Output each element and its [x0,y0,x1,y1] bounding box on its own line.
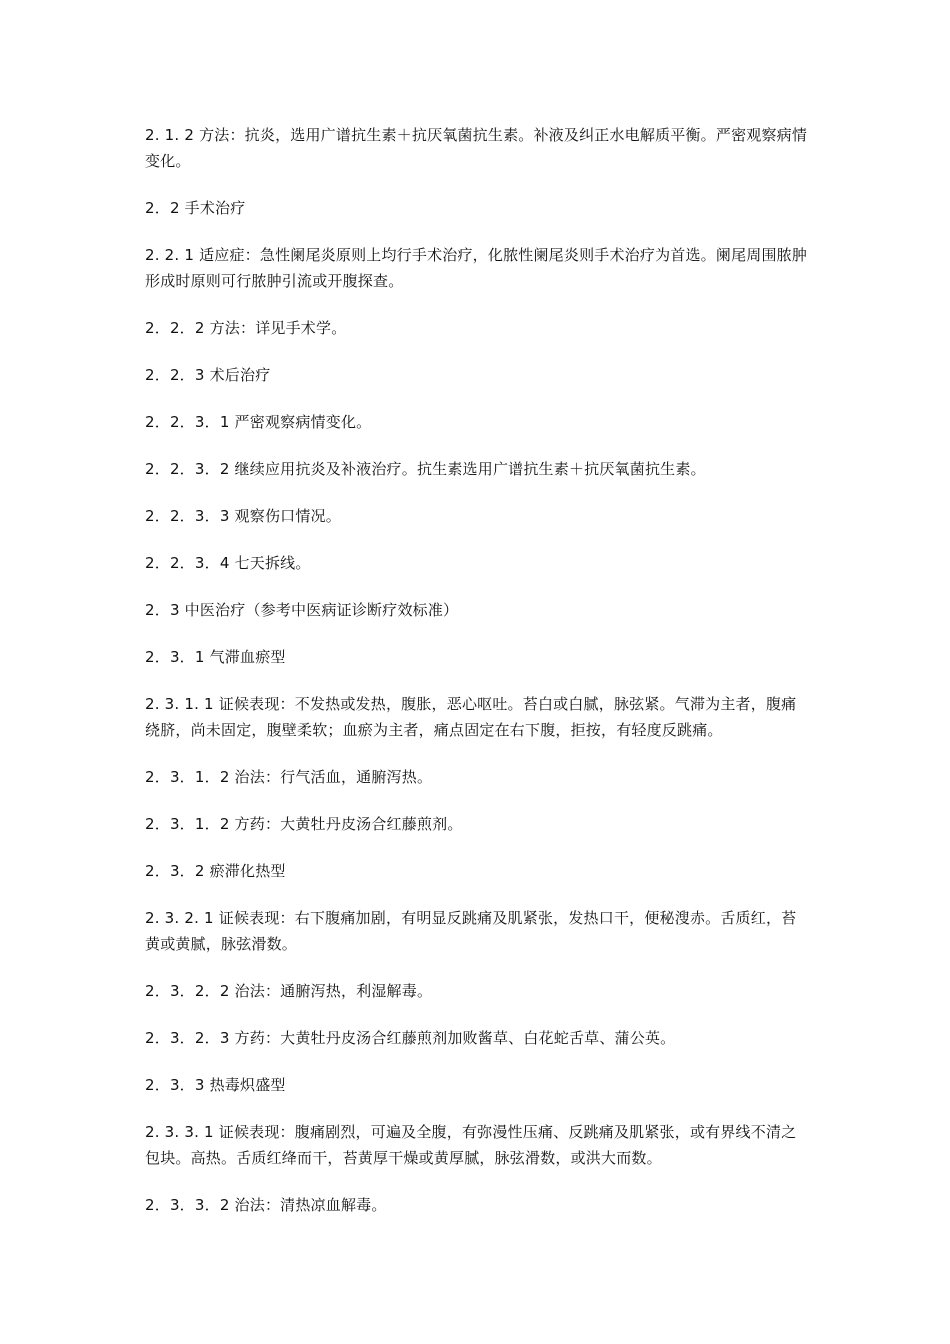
paragraph-2-2-3-3: 2．2．3．3 观察伤口情况。 [145,507,341,525]
heading-2-3-2: 2．3．2 瘀滞化热型 [145,862,286,880]
paragraph-2-3-2-3: 2．3．2．3 方药：大黄牡丹皮汤合红藤煎剂加败酱草、白花蛇舌草、蒲公英。 [145,1029,676,1047]
paragraph-2-3-2-2: 2．3．2．2 治法：通腑泻热，利湿解毒。 [145,982,433,1000]
heading-2-2-3: 2．2．3 术后治疗 [145,366,271,384]
heading-2-2: 2．2 手术治疗 [145,199,246,217]
paragraph-2-2-3-1: 2．2．3．1 严密观察病情变化。 [145,413,372,431]
paragraph-2-3-1-2-treatment: 2．3．1．2 治法：行气活血，通腑泻热。 [145,768,433,786]
paragraph-2-1-2: 2. 1. 2 方法：抗炎，选用广谱抗生素＋抗厌氧菌抗生素。补液及纠正水电解质平衡。严密观察病情变化。 [145,126,808,170]
paragraph-2-3-3-2: 2．3．3．2 治法：清热凉血解毒。 [145,1196,387,1214]
paragraph-2-3-3-1: 2. 3. 3. 1 证候表现：腹痛剧烈，可遍及全腹，有弥漫性压痛、反跳痛及肌紧张，或有界线不清之包块。高热。舌质红绛而干，苔黄厚干燥或黄厚腻，脉弦滑数，或洪大而数。 [145,1123,797,1167]
paragraph-2-3-2-1: 2. 3. 2. 1 证候表现：右下腹痛加剧，有明显反跳痛及肌紧张，发热口干，便秘溲赤。舌质红，苔黄或黄腻，脉弦滑数。 [145,909,797,953]
document-body [145,122,810,1239]
paragraph-2-2-1: 2. 2. 1 适应症：急性阑尾炎原则上均行手术治疗，化脓性阑尾炎则手术治疗为首选。阑尾周围脓肿形成时原则可行脓肿引流或开腹探查。 [145,246,808,290]
heading-2-3-3: 2．3．3 热毒炽盛型 [145,1076,286,1094]
paragraph-2-2-3-2: 2．2．3．2 继续应用抗炎及补液治疗。抗生素选用广谱抗生素＋抗厌氧菌抗生素。 [145,460,706,478]
paragraph-2-3-1-2-prescription: 2．3．1．2 方药：大黄牡丹皮汤合红藤煎剂。 [145,815,463,833]
heading-2-3: 2．3 中医治疗（参考中医病证诊断疗效标准） [145,601,459,619]
paragraph-2-2-2: 2．2．2 方法：详见手术学。 [145,319,347,337]
paragraph-2-2-3-4: 2．2．3．4 七天拆线。 [145,554,311,572]
paragraph-2-3-1-1: 2. 3. 1. 1 证候表现：不发热或发热，腹胀，恶心呕吐。苔白或白腻，脉弦紧。气滞为主者，腹痛绕脐，尚未固定，腹壁柔软；血瘀为主者，痛点固定在右下腹，拒按，有轻度反跳痛。 [145,695,797,739]
heading-2-3-1: 2．3．1 气滞血瘀型 [145,648,286,666]
